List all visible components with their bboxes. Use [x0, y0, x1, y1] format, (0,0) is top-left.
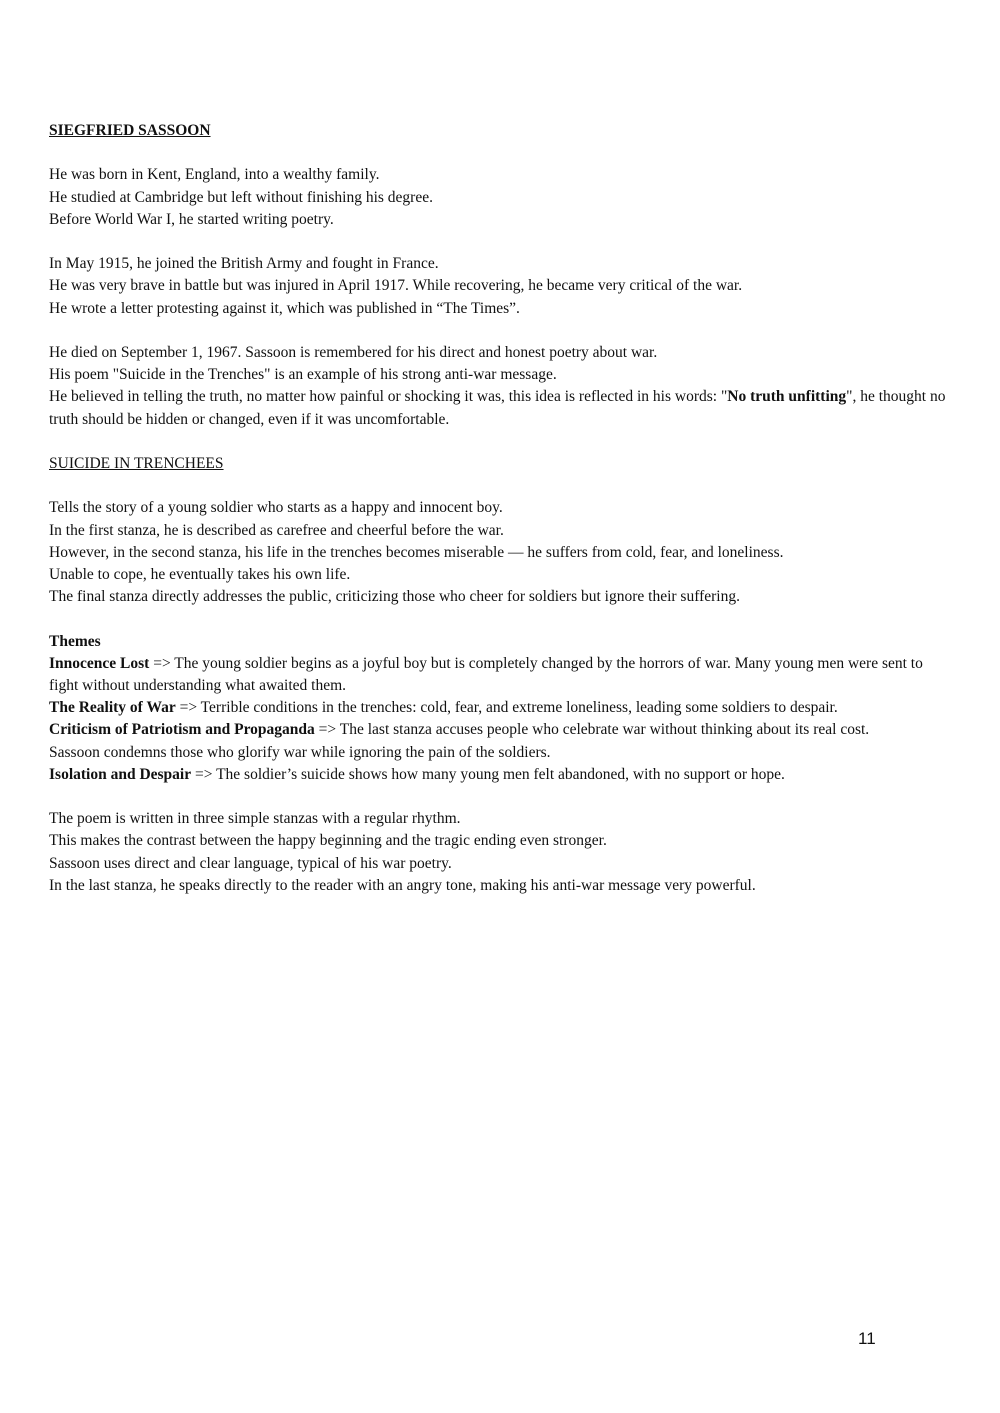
summary-line: Unable to cope, he eventually takes his own life.: [49, 565, 351, 583]
bio-line: He wrote a letter protesting against it, which was published in “The Times”.: [49, 299, 520, 317]
theme-label: The Reality of War: [49, 699, 176, 717]
theme-text: => The last stanza accuses people who celebrate war without thinking about its real cost.: [314, 721, 870, 739]
theme-item: [49, 764, 954, 786]
section-title-sassoon: SIEGFRIED SASSOON: [49, 122, 211, 139]
summary-line: Tells the story of a young soldier who starts as a happy and innocent boy.: [49, 499, 503, 517]
bio-line: In May 1915, he joined the British Army and fought in France.: [49, 255, 439, 273]
summary-line: However, in the second stanza, his life in the trenches becomes miserable — he suffers from cold, fear, and loneliness.: [49, 543, 784, 561]
spacer: [49, 231, 954, 253]
quote-text-after: ", he thought no truth should be hidden or changed, even if it was uncomfortable.: [49, 388, 946, 428]
theme-item: [49, 719, 954, 741]
quote-bold: No truth unfitting: [727, 388, 847, 406]
spacer: [49, 475, 954, 497]
bio-line: He studied at Cambridge but left without finishing his degree.: [49, 188, 433, 206]
theme-label: Isolation and Despair: [49, 765, 192, 783]
spacer: [49, 320, 954, 342]
spacer: [49, 431, 954, 453]
form-line: The poem is written in three simple stanzas with a regular rhythm.: [49, 810, 461, 828]
form-line: Sassoon uses direct and clear language, typical of his war poetry.: [49, 854, 452, 872]
bio-line: He was very brave in battle but was injured in April 1917. While recovering, he became very critical of the war.: [49, 277, 743, 295]
theme-label: Criticism of Patriotism and Propaganda: [49, 721, 315, 739]
form-line: This makes the contrast between the happy beginning and the tragic ending even stronger.: [49, 832, 607, 850]
form-line: In the last stanza, he speaks directly to the reader with an angry tone, making his anti-war message very powerful.: [49, 876, 756, 894]
spacer: [49, 786, 954, 808]
bio-line: His poem "Suicide in the Trenches" is an example of his strong anti-war message.: [49, 366, 557, 384]
theme-label: Innocence Lost: [49, 654, 150, 672]
theme-text: => The soldier’s suicide shows how many young men felt abandoned, with no support or hope.: [191, 765, 785, 783]
section-title-poem: SUICIDE IN TRENCHEES: [49, 454, 224, 472]
spacer: [49, 608, 954, 630]
bio-line: He died on September 1, 1967. Sassoon is remembered for his direct and honest poetry about war.: [49, 343, 658, 361]
quote-text-before: He believed in telling the truth, no matter how painful or shocking it was, this idea is reflected in his words: ": [49, 388, 728, 406]
summary-line: The final stanza directly addresses the public, criticizing those who cheer for soldiers but ignore their suffering.: [49, 588, 740, 606]
document-page: [49, 120, 954, 897]
theme-text: => The young soldier begins as a joyful boy but is completely changed by the horrors of war. Many young men were sent to fight without understanding what awaited them.: [49, 654, 923, 694]
summary-line: In the first stanza, he is described as carefree and cheerful before the war.: [49, 521, 504, 539]
truth-quote-paragraph: [49, 386, 954, 430]
theme-item: [49, 653, 954, 697]
theme-text: => Terrible conditions in the trenches: cold, fear, and extreme loneliness, leading some soldiers to despair.: [175, 699, 838, 717]
bio-line: Before World War I, he started writing poetry.: [49, 210, 334, 228]
themes-heading: Themes: [49, 632, 101, 650]
bio-line: He was born in Kent, England, into a wealthy family.: [49, 166, 380, 184]
theme-continuation: Sassoon condemns those who glorify war while ignoring the pain of the soldiers.: [49, 743, 551, 761]
page-number: 11: [858, 1329, 876, 1348]
theme-item: [49, 697, 954, 719]
spacer: [49, 142, 954, 164]
